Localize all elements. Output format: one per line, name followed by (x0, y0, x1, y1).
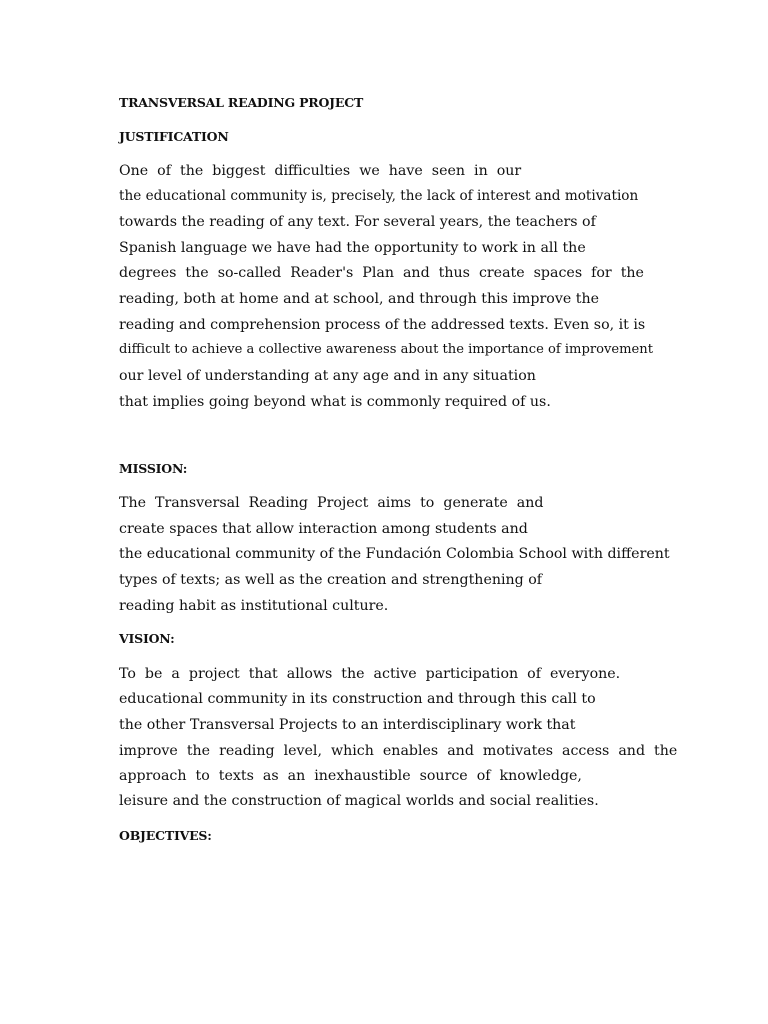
justification-heading: JUSTIFICATION (119, 129, 229, 144)
vision-line: approach to texts as an inexhaustible source of knowledge, (119, 768, 582, 784)
justification-line: towards the reading of any text. For several years, the teachers of (119, 214, 596, 230)
justification-line: Spanish language we have had the opportunity to work in all the (119, 240, 586, 256)
document-title: TRANSVERSAL READING PROJECT (119, 95, 364, 110)
mission-line: The Transversal Reading Project aims to generate and (119, 495, 544, 511)
objectives-heading: OBJECTIVES: (119, 828, 212, 843)
mission-line: the educational community of the Fundación Colombia School with different (119, 546, 670, 562)
justification-line: that implies going beyond what is commonly required of us. (119, 394, 551, 410)
mission-line: reading habit as institutional culture. (119, 598, 389, 614)
vision-line: To be a project that allows the active participation of everyone. (119, 666, 621, 682)
justification-line: reading, both at home and at school, and through this improve the (119, 291, 599, 307)
mission-line: types of texts; as well as the creation and strengthening of (119, 572, 543, 588)
vision-line: improve the reading level, which enables and motivates access and the (119, 743, 678, 759)
justification-line: degrees the so-called Reader's Plan and thus create spaces for the (119, 265, 644, 281)
vision-line: educational community in its construction and through this call to (119, 691, 596, 707)
justification-line: difficult to achieve a collective awareness about the importance of improvement (119, 342, 654, 357)
justification-line: One of the biggest difficulties we have seen in our (119, 163, 522, 179)
justification-line: the educational community is, precisely, the lack of interest and motivation (119, 188, 639, 204)
vision-heading: VISION: (119, 631, 175, 646)
mission-heading: MISSION: (119, 461, 188, 476)
mission-line: create spaces that allow interaction among students and (119, 521, 528, 537)
vision-line: leisure and the construction of magical worlds and social realities. (119, 793, 599, 809)
justification-line: our level of understanding at any age and in any situation (119, 368, 536, 384)
justification-line: reading and comprehension process of the addressed texts. Even so, it is (119, 317, 646, 333)
vision-line: the other Transversal Projects to an interdisciplinary work that (119, 717, 576, 733)
